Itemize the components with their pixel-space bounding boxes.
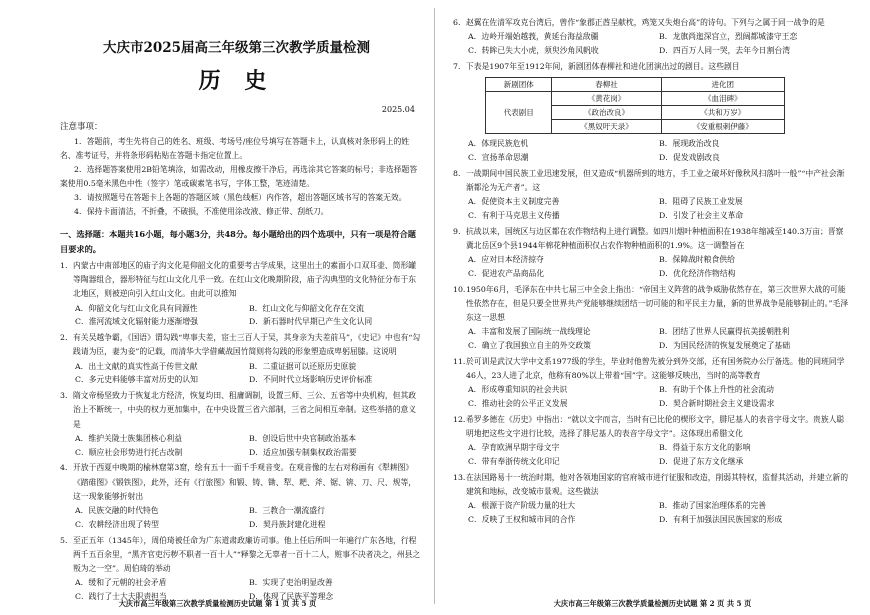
section-heading: 一、选择题：本题共16小题，每小题3分，共48分。每小题给出的四个选项中，只有一项是符合题目要求的。	[60, 229, 416, 254]
question-text: 下表是1907年至1912年间，新剧团体春柳社和进化团演出过的剧目。这些剧目	[466, 61, 740, 71]
option-c: C．淮河流域文化辐射能力逐渐增强	[75, 317, 198, 327]
question-text: 至正五年（1345年），周伯琦被任命为广东道肃政廉访司事。他上任后所叫一年遍行广东各地，行程两千五百余里，“黑齐官吏污秽不职者一百十人”“释黎之无辜者一百十二人，赃事不决者决之，州县之叛为之一空”。周伯琦的举动	[73, 535, 421, 574]
option-c: C．反映了王权和城市同的合作	[468, 515, 576, 524]
notice-item: 4．保持卡面清洁，不折叠，不破损，不准使用涂改液、修正带、刮纸刀。	[74, 207, 329, 216]
option-c: C．顺应社会形势进行托古改制	[75, 447, 183, 457]
option-a: A．出土文献的真实性高于传世文献	[75, 361, 198, 371]
option-b: B．二重证据可以还原历史原貌	[249, 361, 357, 371]
option-d: D．契合新时期社会主义建设需求	[659, 399, 775, 408]
question-10	[453, 283, 850, 353]
question-number: 12.	[453, 414, 466, 424]
option-d: D．促进了东方文化继承	[659, 457, 744, 466]
option-c: C．带有奉浙传统文化印记	[468, 457, 560, 466]
question-number: 5.	[60, 535, 68, 545]
row-label: 代表剧目	[486, 92, 552, 134]
question-number: 4.	[60, 463, 68, 473]
option-c: C．多元史料能够丰富对历史的认知	[75, 375, 198, 385]
question-4	[60, 461, 423, 531]
option-d: D．为国民经济的恢复发展奠定了基础	[659, 341, 790, 350]
question-number: 13.	[453, 472, 466, 482]
option-d: D．促发戏剧改良	[659, 152, 720, 162]
option-d: D．不同时代立场影响历史评价标准	[249, 375, 373, 385]
question-11	[453, 355, 850, 411]
question-text: 希罗多德在《历史》中指出：“就以文字而言，当时有已比伦的楔形文字，腓尼基人的表音字母文字。贵族人聪明地把这些文字进行比较，选择了腓尼基人的表音字母文字”。这体现出希腊文化	[466, 414, 845, 438]
drama-troupe-table	[485, 77, 785, 134]
question-number: 1.	[60, 261, 68, 270]
question-9	[453, 225, 850, 281]
option-a: A．缓和了元朝的社会矛盾	[75, 578, 167, 588]
table-cell: 《黄花岗》	[552, 92, 661, 106]
question-text: 1950年6月，毛泽东在中共七届三中全会上指出：“帝国主义阵营的战争威胁依然存在，第三次世界大战的可能性依然存在，但是只要全世界共产党能够继续团结一切可能的和平民主力量，新的世界战争是能够制止的。”毛泽东这一思想	[466, 284, 849, 322]
exam-page-2	[435, 0, 870, 615]
option-b: B．团结了世界人民赢得抗美援朝胜利	[659, 327, 790, 337]
question-2	[60, 331, 423, 387]
question-text: 有关吴越争霸，《国语》谓勾践“卑事夫差，宦士三百人于吴，其身亲为夫差前马”，《史记》中也有“勾践请为臣，妻为妾”的记载，而清华大学借藏战国竹简则将勾践的形象塑造成卑躬屈膝。这说明	[73, 333, 421, 357]
table-header: 新剧团体	[486, 78, 552, 92]
option-d: D．引发了社会主义革命	[659, 210, 744, 220]
question-number: 9.	[453, 226, 461, 236]
question-text: 抗战以来，国统区与边区都在农作物结构上进行调整。如四川烟叶种植面积在1938年缩减至140.3万亩；晋察冀北岳区9个县1944年棉花种植面积仅占农作物种植面积的1.9%。这一调整旨在	[466, 226, 844, 250]
option-a: A．维护关陇士族集团核心利益	[75, 433, 182, 443]
question-text: 在法国路易十一统治时期，他对各领地国家的官府城市进行征服和改造，削弱其特权，监督其活动，并建立新的建筑和地标，改变城市景观。这些做法	[466, 472, 849, 496]
question-text: 於可训是武汉大学中文系1977级的学生，毕业时他曾先被分到外交部，还有国务院办公厅备选。他的同班同学46人，23人进了北京，他称有80%以上带着“国”字。这能够反映出，当时的高等教育	[466, 356, 845, 380]
option-c: C．有利于马克思主义传播	[468, 210, 560, 220]
option-a: A．仰韶文化与红山文化具有同源性	[75, 303, 198, 313]
table-cell: 《共和万岁》	[661, 106, 784, 120]
option-b: B．保障战时粮食供给	[659, 255, 735, 264]
option-a: A．边岭开端始越莪，黄延台海益敌疆	[468, 32, 599, 42]
table-row	[486, 92, 785, 106]
question-5	[60, 534, 423, 604]
option-a: A．丰富和发展了国际统一战线理论	[468, 327, 591, 337]
option-a: A．形成尊重知识的社会共识	[468, 385, 568, 395]
option-b: B．展现政治改良	[659, 139, 720, 148]
question-8	[453, 167, 850, 223]
notice-list	[60, 135, 423, 219]
option-c: C．促进农产品商品化	[468, 268, 545, 278]
option-a: A．体现民族危机	[468, 139, 529, 148]
question-number: 8.	[453, 168, 461, 178]
question-6	[453, 16, 850, 58]
question-number: 11.	[453, 356, 466, 366]
option-d: D．有利于加强法国民族国家的形成	[659, 515, 783, 524]
question-text: 内蒙古中南部地区的庙子沟文化是仰韶文化的重要考古学成果，这里出土的素面小口双耳壶、筒形罐等陶器组合，器形特征与红山文化几乎一致。在红山文化晚期阶段，庙子沟典型的文化特征分布于东北地区，则被逆向引入红山文化。由此可以推知	[73, 261, 417, 299]
question-number: 6.	[453, 18, 461, 27]
question-12	[453, 413, 850, 469]
page-footer: 大庆市高三年级第三次教学质量检测历史试题 第 2 页 共 5 页	[553, 599, 752, 608]
option-d: D．适应加强专制集权政治需要	[249, 447, 357, 457]
option-a: A．孕育欧洲早期字母文字	[468, 443, 560, 453]
table-cell: 《安重根刺伊藤》	[661, 120, 784, 134]
option-c: C．推动社会的公平正义发展	[468, 399, 568, 408]
option-a: A．应对日本经济掠夺	[468, 255, 544, 264]
table-cell: 《黑奴吁天录》	[552, 120, 661, 134]
question-text: 赵翼在佐清军攻克台湾后，曾作“象郡正酋呈献枕，鸡笼又失炮台高”的诗句。下列与之属于同一战争的是	[466, 18, 825, 27]
question-text: 开放于西夏中晚期的榆林窟第3窟，绘有五十一面千手观音变。在观音像的左右对称画有《犁耕图》《踏碓图》《锻铁图》，此外，还有《行旅图》和锻、铸、锄、犁、耙、斧、锯、锛、刀、尺、规等，这一现象能够折射出	[73, 463, 417, 501]
option-b: B．有助于个体上升性的社会流动	[659, 385, 774, 395]
option-b: B．红山文化与仰韶文化存在交流	[249, 303, 364, 313]
option-a: A．促使资本主义制度完善	[468, 197, 560, 206]
page-footer: 大庆市高三年级第三次教学质量检测历史试题 第 1 页 共 5 页	[118, 599, 317, 608]
question-13	[453, 471, 850, 527]
option-a: A．民族交融的时代特色	[75, 506, 159, 516]
option-a: A．根源于资产阶级力量的壮大	[468, 501, 575, 511]
exam-date: 2025.04	[381, 105, 415, 114]
table-cell: 《血泪碑》	[661, 92, 784, 106]
notice-item: 1．答题前，考生先将自己的姓名、班级、考场号/座位号填写在答题卡上，认真核对条形码上的姓名、准考证号，并将条形码粘贴在答题卡指定位置上。	[60, 137, 410, 160]
option-c: C．确立了我国独立自主的外交政策	[468, 341, 591, 350]
table-header: 春柳社	[552, 78, 661, 92]
question-number: 3.	[60, 391, 68, 401]
option-b: B．创设后世中央官制政治基本	[249, 433, 357, 443]
option-c: C．宣扬革命思潮	[468, 152, 529, 162]
table-cell: 《政治改良》	[552, 106, 661, 120]
option-d: D．优化经济作物结构	[659, 268, 736, 278]
table-header: 进化团	[661, 78, 784, 92]
option-c: C．转眸已失大小虎，须臾沙角风帆收	[468, 46, 599, 55]
option-b: B．阻碍了民族工业发展	[659, 197, 743, 206]
exam-title: 大庆市2025届高三年级第三次教学质量检测	[102, 40, 371, 56]
question-number: 7.	[453, 61, 461, 71]
question-number: 10.	[453, 284, 466, 294]
question-text: 隋文帝杨坚致力于恢复北方经济，恢复均田、租庸调制，设置三师、三公、五省等中央机构，但其政治上不断统一，中央的权力更加集中，在中央设置三省六部制，三省之间相互牵制。这些举措的意义是	[73, 391, 417, 429]
question-3	[60, 389, 423, 459]
option-b: B．龙旗尚迤深宫立，烈阔都城漆守王恋	[659, 32, 798, 42]
subject-title: 历 史	[198, 68, 275, 94]
notice-item: 2．选择题答案使用2B铅笔填涂，如需改动，用橡皮擦干净后，再选涂其它答案的标号；非选择题答案使用0.5毫米黑色中性（签字）笔或碳素笔书写，字体工整，笔迹清楚。	[60, 165, 418, 188]
option-b: B．得益于东方文化的影响	[659, 443, 751, 453]
question-1	[60, 259, 423, 329]
notice-item: 3．请按照题号在答题卡上各题的答题区域（黑色线框）内作答，超出答题区域书写的答案无效。	[74, 193, 407, 202]
question-text: 一战期间中国民族工业迅速发展，但又造成“机器所到的地方，手工业之破坏好像秋风扫落叶一般”“中产社会渐渐都沦为无产者”。这	[466, 168, 845, 192]
option-d: D．契丹族封建化进程	[249, 519, 326, 529]
option-d: D．体现了民族平等理念	[249, 592, 334, 602]
option-c: C．农耕经济出现了转型	[75, 519, 159, 529]
option-b: B．实现了吏治明显改善	[249, 578, 333, 588]
question-number: 2.	[60, 333, 68, 343]
option-c: C．践行了士大夫职责担当	[75, 592, 167, 602]
notice-heading: 注意事项：	[60, 122, 103, 132]
option-b: B．推动了国家治理体系的完善	[659, 501, 767, 511]
question-7	[453, 60, 850, 165]
option-d: D．新石器时代早期已产生文化认同	[249, 317, 373, 327]
option-d: D．四百万人同一哭，去年今日割台湾	[659, 46, 790, 55]
option-b: B．三教合一潮流盛行	[249, 506, 325, 516]
table-header-row	[486, 78, 785, 92]
